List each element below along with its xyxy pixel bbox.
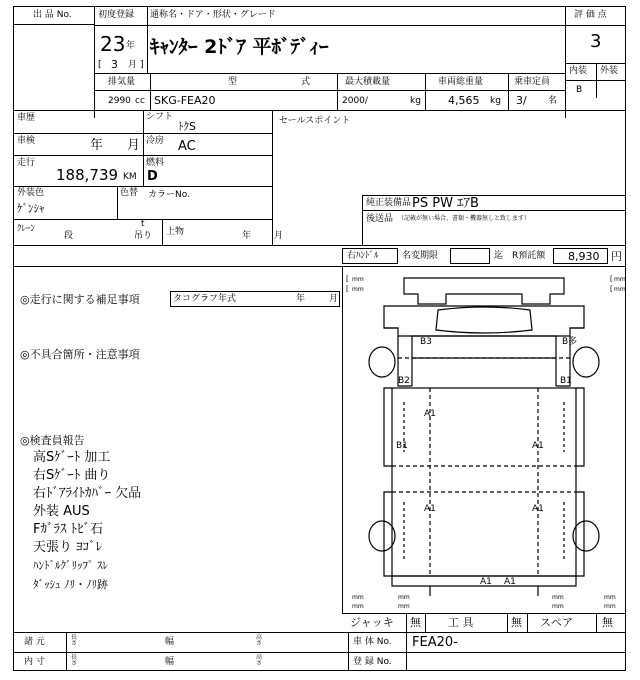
- first-reg-month-unit: 月: [128, 60, 138, 70]
- registration-label: 登 録 No.: [353, 657, 392, 667]
- expiry-label: 名変期限: [402, 251, 439, 261]
- upper-body-label: 上物: [166, 227, 185, 237]
- fuel-value: D: [147, 169, 158, 184]
- shift-value: ﾄｸS: [178, 120, 196, 133]
- spare-label: スペア: [540, 616, 573, 629]
- svg-text:[: [: [346, 285, 349, 293]
- recycle-label: R預託額: [512, 251, 546, 261]
- inspector-report-label: ◎検査員報告: [20, 434, 85, 447]
- sales-point-label: セールスポイント: [279, 116, 351, 126]
- svg-text:[: [: [346, 275, 349, 283]
- mm-label: mm: [398, 603, 410, 610]
- color-change-label: 色替: [120, 188, 139, 198]
- mark-b1-right: B1: [560, 376, 572, 386]
- equipment-label: 純正装備品: [366, 198, 412, 208]
- mark-a1: A1: [424, 504, 436, 514]
- equipment-value: PS PW ｴｱB: [412, 196, 479, 211]
- color-number-label: カラーNo.: [148, 190, 190, 200]
- mark-a1: A1: [532, 504, 544, 514]
- recycle-value: 8,930: [568, 250, 600, 263]
- dimensions-label: 諸 元: [24, 637, 45, 647]
- mark-b1-left: B1: [396, 441, 408, 451]
- defects-label: ◎不具合箇所・注意事項: [20, 348, 140, 361]
- inspection-label: 車検: [17, 136, 36, 146]
- fuel-label: 燃料: [146, 158, 165, 168]
- gross-weight-label: 車両総重量: [438, 77, 484, 87]
- color-label: 外装色: [17, 188, 45, 198]
- mm-label: mm: [352, 286, 364, 293]
- name-label: 通称名・ドア・形状・グレード: [150, 10, 276, 20]
- lot-label: 出 品 No.: [33, 10, 72, 20]
- jack-label: ジャッキ: [350, 616, 394, 629]
- shift-label: シフト: [146, 112, 174, 122]
- gross-weight-value: 4,565: [448, 94, 480, 107]
- ac-value: AC: [178, 139, 196, 154]
- mm-label: mm: [352, 276, 364, 283]
- max-load-label: 最大積載量: [345, 77, 391, 87]
- truck-damage-diagram: [342, 266, 626, 613]
- interior-score: B: [576, 85, 583, 95]
- max-load-value: 2000/: [342, 96, 368, 106]
- mark-b-multi: B多: [562, 337, 578, 347]
- mm-label: mm: [614, 276, 626, 283]
- accessories-note: （記載が無い場合、書類・機器無しと致します）: [398, 215, 531, 222]
- ac-label: 冷房: [146, 136, 165, 146]
- model-label: 型: [228, 77, 238, 87]
- report-line: 高Sｹﾞｰﾄ 加工: [33, 450, 111, 465]
- svg-text:[: [: [610, 285, 613, 293]
- capacity-label: 乗車定員: [514, 77, 551, 87]
- score-label: 評 価 点: [574, 10, 607, 20]
- chassis-value: FEA20-: [412, 635, 458, 650]
- tools-label: 工 具: [448, 616, 474, 629]
- tachograph-label: タコグラフ年式: [173, 294, 237, 304]
- mark-b3: B3: [420, 337, 432, 347]
- svg-text:[: [: [610, 275, 613, 283]
- color-value: ｹﾞﾝｼｬ: [17, 202, 45, 215]
- mark-a1: A1: [504, 577, 516, 587]
- handle-value: 右ﾊﾝﾄﾞﾙ: [347, 251, 379, 261]
- mm-label: mm: [552, 594, 564, 601]
- chassis-label: 車 体 No.: [353, 637, 392, 647]
- car-name: ｷｬﾝﾀｰ 2ﾄﾞｱ 平ﾎﾞﾃﾞｨｰ: [150, 36, 329, 58]
- mm-label: mm: [604, 603, 616, 610]
- capacity-value: 3/: [516, 94, 527, 107]
- mark-b2: B2: [398, 376, 410, 386]
- report-line: Fｶﾞﾗｽ ﾄﾋﾞ石: [33, 522, 104, 537]
- mm-label: mm: [352, 594, 364, 601]
- mark-a1: A1: [480, 577, 492, 587]
- crane-label: ｸﾚｰﾝ: [17, 224, 36, 234]
- mark-a1: A1: [424, 409, 436, 419]
- report-line: 右ﾄﾞｱﾗｲﾄｶﾊﾞｰ 欠品: [33, 486, 142, 501]
- interior-label: 内装: [569, 66, 588, 76]
- jack-value: 無: [410, 616, 421, 629]
- report-line: ﾀﾞｯｼｭ ﾉﾘ・ﾉﾘ跡: [33, 578, 108, 591]
- tools-value: 無: [511, 616, 522, 629]
- model-value: SKG-FEA20: [154, 94, 216, 107]
- first-reg-year: 23: [100, 32, 126, 56]
- mm-label: mm: [604, 594, 616, 601]
- mileage-value: 188,739: [56, 166, 119, 184]
- spare-value: 無: [602, 616, 613, 629]
- report-line: 天張り ﾖｺﾞﾚ: [33, 540, 103, 555]
- mark-a1: A1: [532, 441, 544, 451]
- evaluation-score: 3: [590, 31, 602, 52]
- displacement-value: 2990: [108, 96, 131, 106]
- first-reg-month: 3: [111, 58, 118, 71]
- inner-dimensions-label: 内 寸: [24, 657, 45, 667]
- mm-label: mm: [352, 603, 364, 610]
- mm-label: mm: [614, 286, 626, 293]
- model-label-2: 式: [301, 77, 311, 87]
- accessories-label: 後送品: [366, 214, 394, 224]
- displacement-label: 排気量: [108, 77, 136, 87]
- driving-notes-label: ◎走行に関する補足事項: [20, 293, 140, 306]
- first-reg-year-unit: 年: [126, 41, 136, 51]
- report-line: 右Sｹﾞｰﾄ 曲り: [33, 468, 111, 483]
- mm-label: mm: [552, 603, 564, 610]
- exterior-label: 外装: [600, 66, 619, 76]
- mm-label: mm: [398, 594, 410, 601]
- history-label: 車歴: [17, 113, 36, 123]
- first-reg-label: 初度登録: [98, 10, 135, 20]
- mileage-label: 走行: [17, 158, 36, 168]
- report-line: 外装 AUS: [33, 504, 90, 519]
- report-line: ﾊﾝﾄﾞﾙｸﾞﾘｯﾌﾟ ｽﾚ: [33, 559, 108, 572]
